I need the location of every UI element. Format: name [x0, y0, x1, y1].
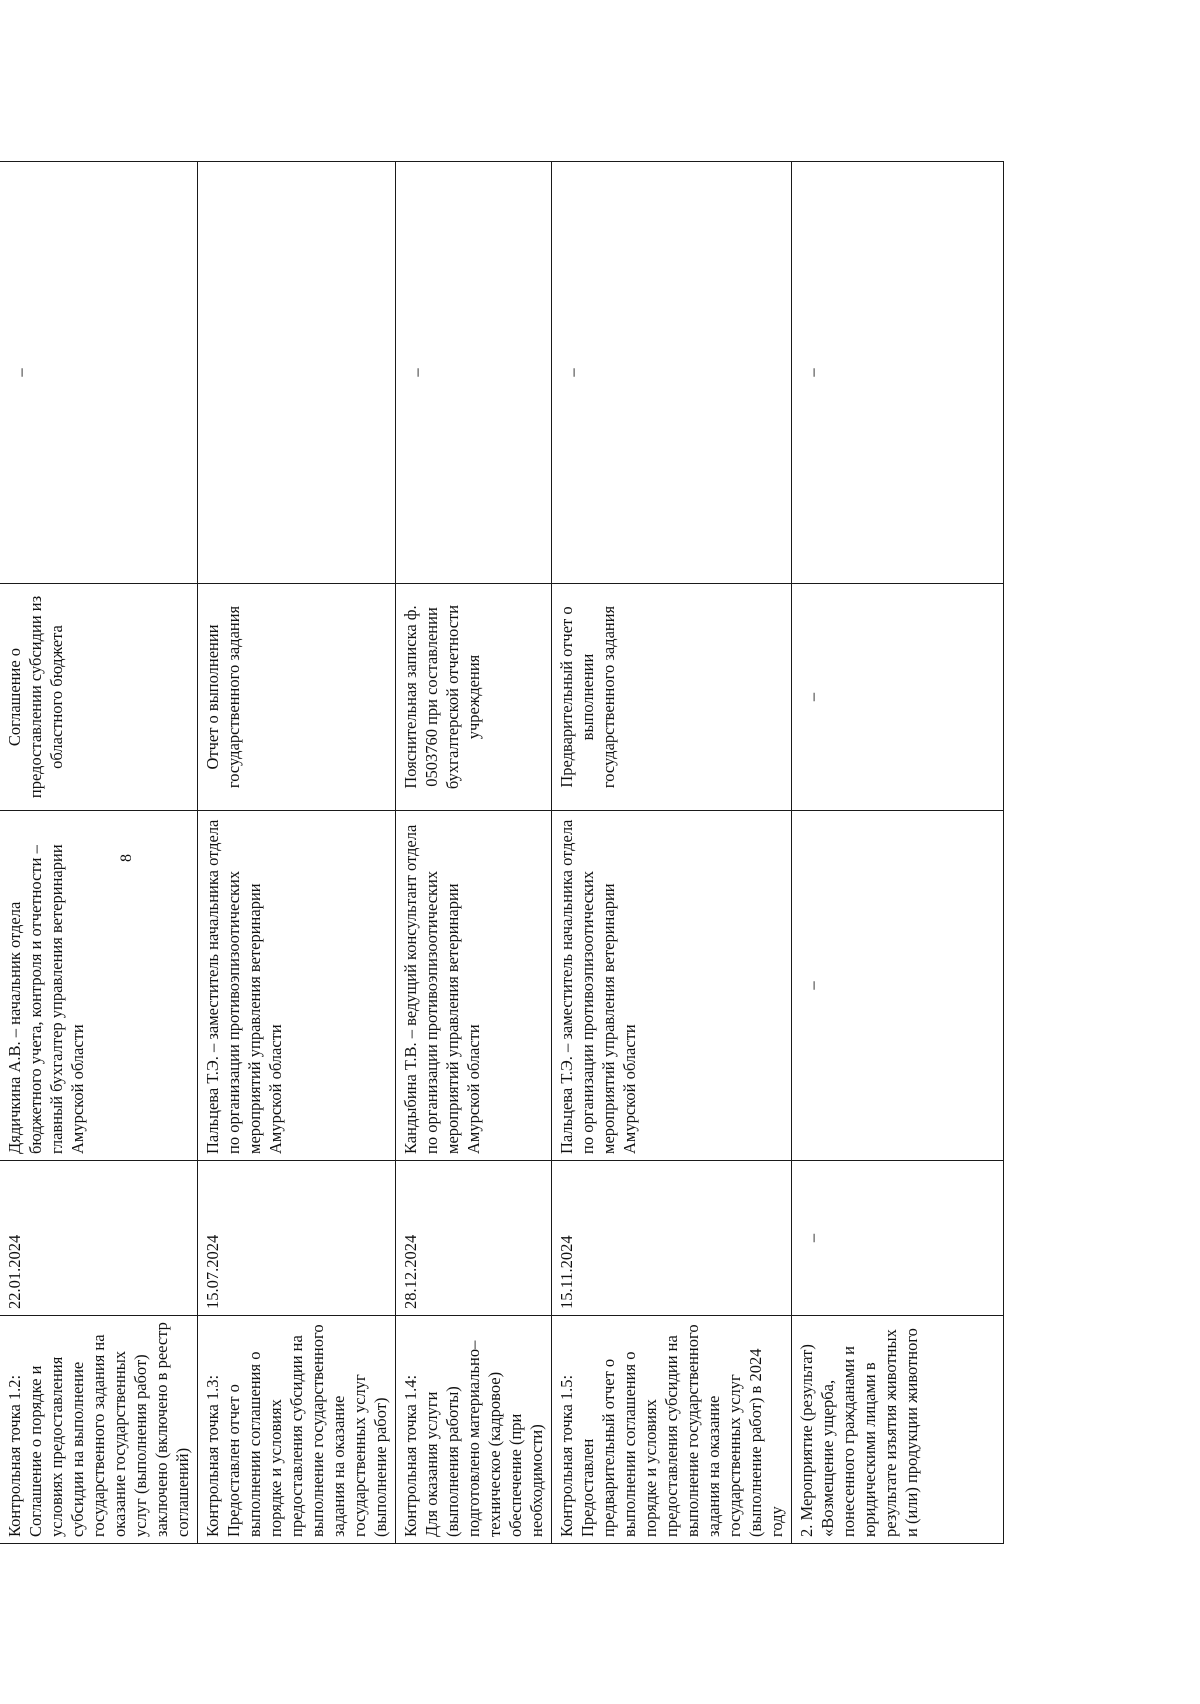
dash-mark: – — [11, 368, 30, 377]
checkpoint-title: Контрольная точка 1.2: — [5, 1374, 24, 1537]
checkpoint-text: Соглашение о порядке и условиях предоставления субсидии на выполнение государственного задания на оказание государственных услуг (выполнения работ) заключено (включено в реестр соглашений) — [26, 1322, 192, 1537]
checkpoint-title: Контрольная точка 1.5: — [557, 1374, 576, 1537]
dash-mark: – — [803, 981, 822, 990]
checkpoint-text: Предоставлен отчет о выполнении соглашения о порядке и условиях предоставления субсидии на выполнение государственного задания на оказание государственных услуг (выполнение работ) — [224, 1324, 390, 1537]
document-cell — [792, 584, 1004, 811]
checkpoint-text: Предоставлен предварительный отчет о выполнении соглашения о порядке и условиях предоставления субсидии на выполнение государственного задания на оказание государственных услуг (выполнение работ) в 2024 году — [578, 1324, 786, 1537]
checkpoint-title: 2. Мероприятие (результат) — [797, 1344, 816, 1537]
page-number: 8 — [118, 854, 135, 862]
checkpoint-cell — [198, 1316, 396, 1544]
table-row — [792, 162, 1004, 1544]
table-row — [396, 162, 552, 1544]
date-cell: 22.01.2024 — [0, 1161, 198, 1316]
dash-mark: – — [563, 368, 582, 377]
checkpoint-cell — [396, 1316, 552, 1544]
dash-mark: – — [803, 1233, 822, 1243]
checkpoint-cell — [552, 1316, 792, 1544]
dash-mark: – — [803, 692, 822, 702]
document-cell: Предварительный отчет о выполнении государственного задания — [552, 584, 792, 811]
date-cell: 28.12.2024 — [396, 1161, 552, 1316]
checkpoint-cell — [0, 1316, 198, 1544]
extra-cell — [396, 162, 552, 584]
date-cell: 15.11.2024 — [552, 1161, 792, 1316]
document-cell: Отчет о выполнении государственного задания — [198, 584, 396, 811]
plan-table — [0, 161, 1004, 1544]
checkpoint-title: Контрольная точка 1.4: — [401, 1374, 420, 1537]
checkpoint-text: Для оказания услуги (выполнения работы) подготовлено материально–техническое (кадровое) обеспечение (при необходимости) — [422, 1340, 546, 1537]
plan-table-rotated — [0, 162, 925, 1544]
responsible-cell: Пальцева Т.Э. – заместитель начальника отдела по организации противоэпизоотических мероприятий управления ветеринарии Амурской области — [552, 811, 792, 1161]
date-cell: 15.07.2024 — [198, 1161, 396, 1316]
extra-cell — [792, 162, 1004, 584]
table-row — [552, 162, 792, 1544]
document-cell: Пояснительная записка ф. 0503760 при составлении бухгалтерской отчетности учреждения — [396, 584, 552, 811]
checkpoint-title: Контрольная точка 1.3: — [203, 1374, 222, 1537]
document-cell: Соглашение о предоставлении субсидии из областного бюджета — [0, 584, 198, 811]
responsible-cell — [792, 811, 1004, 1161]
checkpoint-cell — [792, 1316, 1004, 1544]
responsible-cell: Дядичкина А.В. – начальник отдела бюджетного учета, контроля и отчетности – главный бухгалтер управления ветеринарии Амурской области — [0, 811, 198, 1161]
table-row — [0, 162, 198, 1544]
extra-cell — [198, 162, 396, 584]
date-cell — [792, 1161, 1004, 1316]
table-row — [198, 162, 396, 1544]
dash-mark: – — [803, 368, 822, 377]
checkpoint-text: «Возмещение ущерба, понесенного гражданами и юридическими лицами в результате изъятия животных и (или) продукции животного — [818, 1328, 921, 1537]
responsible-cell: Пальцева Т.Э. – заместитель начальника отдела по организации противоэпизоотических мероприятий управления ветеринарии Амурской области — [198, 811, 396, 1161]
extra-cell — [552, 162, 792, 584]
responsible-cell: Кандыбина Т.В. – ведущий консультант отдела по организации противоэпизоотических мероприятий управления ветеринарии Амурской области — [396, 811, 552, 1161]
dash-mark: – — [407, 368, 426, 377]
extra-cell — [0, 162, 198, 584]
